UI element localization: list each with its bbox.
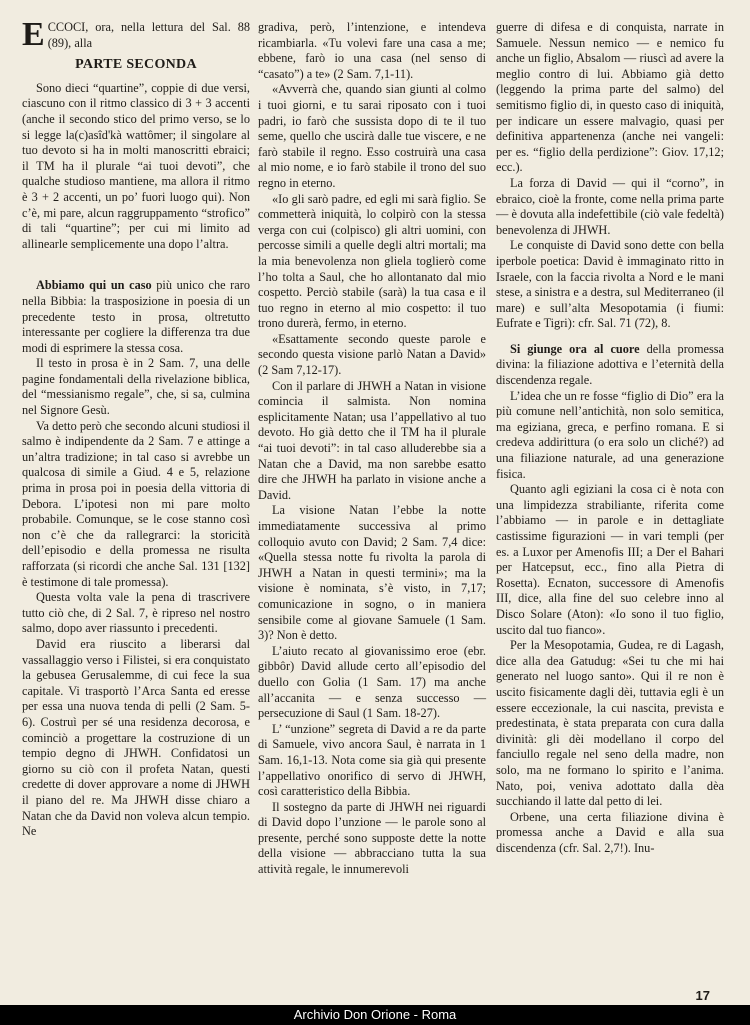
paragraph-text: più unico che raro nella Bibbia: la trasposizione in poesia di un precedente testo in prosa, oltretutto interessante per cogliere la differenza tra due modi di esprimere la stessa cosa.: [22, 278, 250, 355]
text-column-2: [258, 20, 486, 878]
paragraph: Questa volta vale la pena di trascrivere tutto ciò che, di 2 Sal. 7, è ripreso nel nostro salmo, dopo aver riassunto i precedenti.: [22, 590, 250, 636]
paragraph: L’aiuto recato al giovanissimo eroe (ebr. gibbôr) David allude certo all’episodio del duello con Golia (1 Sam. 17) ma anche all’accanita — e senza successo — persecuzione di Saul (1 Sam. 18-27).: [258, 643, 486, 721]
text-column-1: [22, 16, 250, 840]
paragraph: [496, 342, 724, 389]
paragraph: Sono dieci “quartine”, coppie di due versi, ciascuno con il ritmo classico di 3 + 3 accenti (anche il secondo stico del primo verso, se lo si legge la(c)asîd'kà wattômer; il singolare al tuo devoto si ha in molti manoscritti ebraici; il TM ha il plurale “ai tuoi devoti”, che qualche studioso mantiene, ma allora il ritmo è 3 + 2 accenti, un po’ fuori luogo qui). Non c’è, mi pare, alcun raggruppamento “strofico” di tali “quartine”; per cui mi limito ad allinearle semplicemente una dopo l’altra.: [22, 80, 250, 251]
paragraph: Il sostegno da parte di JHWH nei riguardi di David dopo l’unzione — le parole sono al presente, perché sono supposte dette la notte della visione — abbracciano tutta la sua attività regale, le innumerevoli: [258, 799, 486, 877]
paragraph-text: della promessa divina: la filiazione adottiva e l’eternità della discendenza regale.: [496, 341, 724, 388]
paragraph: Il testo in prosa è in 2 Sam. 7, una delle pagine fondamentali della rivelazione biblica, del “messianismo regale”, che, si sa, culmina nel Signore Gesù.: [22, 356, 250, 418]
quote-paragraph: «Io gli sarò padre, ed egli mi sarà figlio. Se commetterà iniquità, lo colpirò con la stessa verga con cui (colpisco) gli altri uomini, con percosse simili a quelle degli altri mortali; ma la mia benevolenza non gliela toglierò come l’ho tolta a Saul, che ho allontanato dal mio cospetto. Perciò stabile (sarà) la tua casa e il tuo regno in eterno al mio cospetto: il tuo trono durerà, fermo, in eterno.: [258, 191, 486, 331]
paragraph: Va detto però che secondo alcuni studiosi il salmo è indipendente da 2 Sam. 7 e attinge a un’altra tradizione; in tal caso si avrebbe un qualcosa di simile a Giud. 4 e 5, relazione prima in prosa poi in poesia della vittoria di Debora. L’ipotesi non mi pare molto probabile. Comunque, se le cose stanno così non c’è che da rallegrarci: la storicità dell’episodio e della promessa ne risulta rafforzata (si ricordi che anche Sal. 131 [132] è testimone di tale promessa).: [22, 418, 250, 589]
paragraph: L’idea che un re fosse “figlio di Dio” era la più comune nell’antichità, non solo semitica, ma egiziana, greca, e perfino romana. E si credeva addirittura (o era solo un cliché?) ad una filiazione naturale, ad una generazione fisica.: [496, 388, 724, 481]
paragraph: Quanto agli egiziani la cosa ci è nota con una limpidezza strabiliante, riferita come l’abbiamo — in parole e in dettagliate castissime figurazioni — in vari templi (per es. a Luxor per Amenofis III; a Der el Bahari per Hatcepsut, ecc., fino alla Pietra di Rosetta). Ecnaton, successore di Amenofis III, dice, alla fine del suo celebre inno al Disco Solare (Aton): «Io sono il tuo figlio, uscito dal tuo fianco».: [496, 482, 724, 637]
archive-footer: Archivio Don Orione - Roma: [0, 1005, 750, 1025]
intro-text: CCOCI, ora, nella lettura del Sal. 88 (89), alla: [47, 20, 250, 50]
paragraph: L’ “unzione” segreta di David a re da parte di Samuele, vivo ancora Saul, è narrata in 1 Sam. 16,1-13. Nota come sia già qui presente l’appellativo onorifico di servo di JHWH, così caratteristico della Bibbia.: [258, 721, 486, 799]
intro-paragraph: [22, 16, 250, 53]
paragraph: La forza di David — qui il “corno”, in ebraico, cioè la fronte, come nella prima parte — è dovuta alla indefettibile (ciò vale fedeltà) benevolenza di JHWH.: [496, 175, 724, 237]
paragraph: gradiva, però, l’intenzione, e intendeva ricambiarla. «Tu volevi fare una casa a me; ebbene, farò io una casa (nel senso di “casato”) a te» (2 Sam. 7,1-11).: [258, 20, 486, 81]
paragraph: Per la Mesopotamia, Gudea, re di Lagash, dice alla dea Gatudug: «Sei tu che mi hai generato nel luogo santo». Qui il re non è uscito fisicamente dagli dèi, tuttavia egli è un essere eccezionale, la cui nascita, prevista e predestinata, è stata preparata con cura dalla divinità: gli dèi modellano il corpo del fanciullo regale nel seno della madre, non solo, ma ne formano lo spirito e l’anima. Nato, poi, veniva adottato dalla dèa succhiando il latte dal petto di lei.: [496, 638, 724, 809]
paragraph-lead: Si giunge ora al cuore: [510, 341, 640, 356]
paragraph: Con il parlare di JHWH a Natan in visione comincia il salmista. Non nomina esplicitamente Natan; usa l’appellativo al tuo devoto. Ho già detto che il TM ha il plurale “ai tuoi devoti”: in tal caso alluderebbe sia a Natan che a David, ma non sarebbe esatto dire che JHWH ha parlato in visione anche a David.: [258, 378, 486, 502]
paragraph: David era riuscito a liberarsi dal vassallaggio verso i Filistei, si era conquistato la gebusea Gerusalemme, di cui fece la sua capitale. Vi trasportò l’Arca Santa ed eresse per essa una nuova tenda di pelli (2 Sam. 5-6). Costruì per sé una residenza decorosa, e cominciò a progettare la costruzione di un tempio degno di JHWH. Confidatosi un giorno su ciò con il profeta Natan, questi credette di dover approvare a nome di JHWH il piano del re. Ma JHWH disse chiaro a Natan che da David non voleva alcun tempio. Ne: [22, 636, 250, 839]
quote-paragraph: «Esattamente secondo queste parole e secondo questa visione parlò Natan a David» (2 Sam 7,12-17).: [258, 331, 486, 378]
paragraph: La visione Natan l’ebbe la notte immediatamente successiva al primo colloquio avuto con David; 2 Sam. 7,4 dice: «Quella stessa notte fu rivolta la parola di JHWH a Natan in questi termini»; ma la visione è nominata, s’è visto, in 7,17; comunicazione in sogno, o in maniera sensibile come al giovane Samuele (1 Sam. 3)? Non è detto.: [258, 503, 486, 643]
drop-cap: E: [22, 16, 45, 53]
paragraph-lead: Abbiamo qui un caso: [36, 278, 152, 293]
paragraph: Orbene, una certa filiazione divina è promessa anche a David e alla sua discendenza (cfr. Sal. 2,7!). Inu-: [496, 809, 724, 855]
page-number: 17: [695, 988, 710, 1003]
quote-paragraph: «Avverrà che, quando sian giunti al colmo i tuoi giorni, e tu sarai riposato con i tuoi padri, io farò che sussista dopo di te il tuo seme, quello che uscirà dalle tue viscere, e ne farò stabile il regno. Esso costruirà una casa al mio nome, e io farò stabile il trono del suo regno in eterno.: [258, 82, 486, 190]
paragraph: Le conquiste di David sono dette con bella iperbole poetica: David è immaginato ritto in Israele, con la faccia rivolta a Nord e le mani stese, a sinistra e a destra, sul Mediterraneo (il mare) e sull’alta Mesopotamia (i fiumi: Eufrate e Tigri): cfr. Sal. 71 (72), 8.: [496, 238, 724, 331]
section-title: PARTE SECONDA: [75, 57, 197, 73]
paragraph: guerre di difesa e di conquista, narrate in Samuele. Nessun nemico — e nemico fu anche un figlio, Absalom — riuscì ad avere la meglio contro di lui. Abbiamo già detto (leggendo la prima parte del salmo) del semitismo figlio di, in questo caso di iniquità, per indicare un essere malvagio, quasi per definitiva appartenenza (anche nei vangeli: per es. “figlio della perdizione”: Giov. 17,12; ecc.).: [496, 20, 724, 175]
paragraph: [22, 278, 250, 356]
text-column-3: [496, 20, 724, 856]
